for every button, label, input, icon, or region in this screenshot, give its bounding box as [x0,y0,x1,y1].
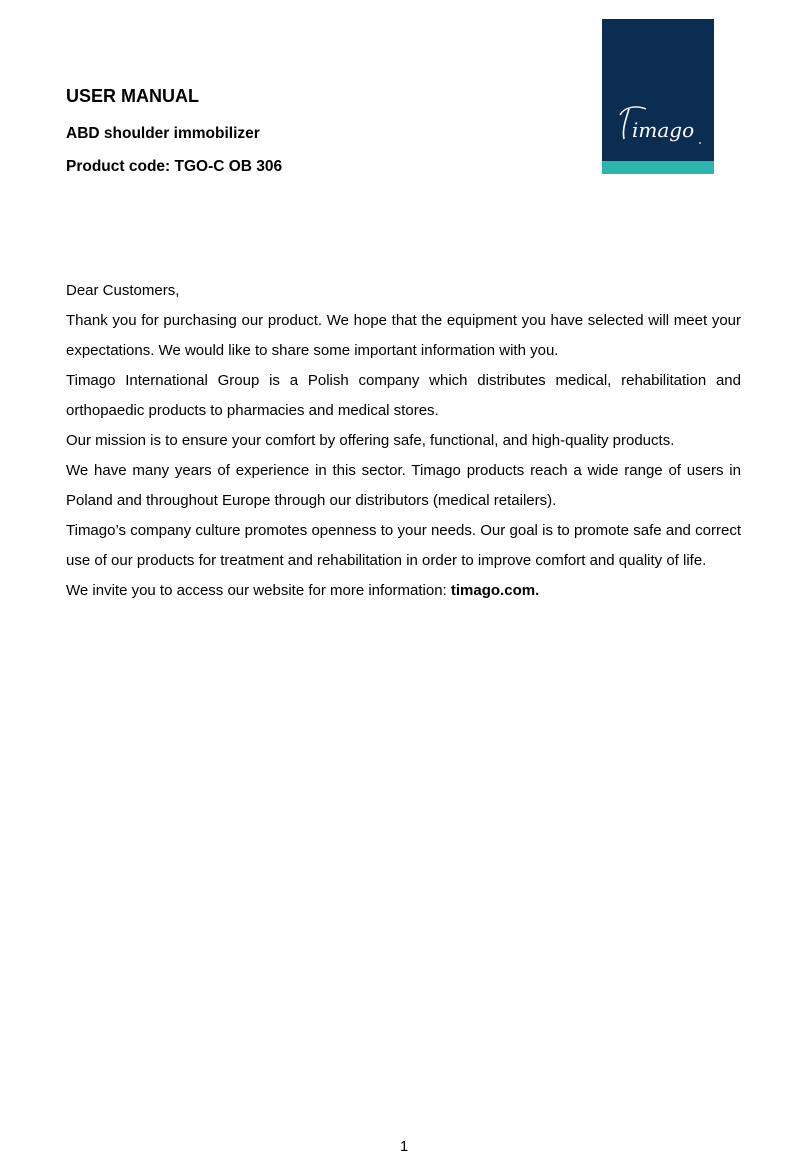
paragraph-experience: We have many years of experience in this sector. Timago products reach a wide range of users in Poland and throughout Europe through our distributors (medical retailers). [66,462,741,509]
page-title: USER MANUAL [66,86,199,106]
product-code: Product code: TGO-C OB 306 [66,158,283,175]
website-link[interactable]: timago.com. [450,582,540,599]
paragraph-company: Timago International Group is a Polish company which distributes medical, rehabilitation and orthopaedic products to pharmacies and medical stores. [66,372,741,419]
paragraph-website [66,576,741,606]
paragraph-culture: Timago’s company culture promotes openness to your needs. Our goal is to promote safe and correct use of our products for treatment and rehabilitation in order to improve comfort and quality of life. [66,522,741,569]
page-number: 1 [399,1138,409,1155]
logo-wordmark-text: imago [632,118,695,142]
product-name: ABD shoulder immobilizer [66,125,260,142]
paragraph-thanks: Thank you for purchasing our product. We hope that the equipment you have selected will meet your expectations. We would like to share some important information with you. [66,312,741,359]
timago-logo [602,19,714,174]
letter-body [66,276,741,606]
logo-teal-stripe [602,161,714,174]
logo-wordmark-graphic [602,19,714,161]
greeting: Dear Customers, [66,282,180,299]
paragraph-mission: Our mission is to ensure your comfort by offering safe, functional, and high-quality products. [66,432,675,449]
website-prefix: We invite you to access our website for more information: [66,582,451,599]
